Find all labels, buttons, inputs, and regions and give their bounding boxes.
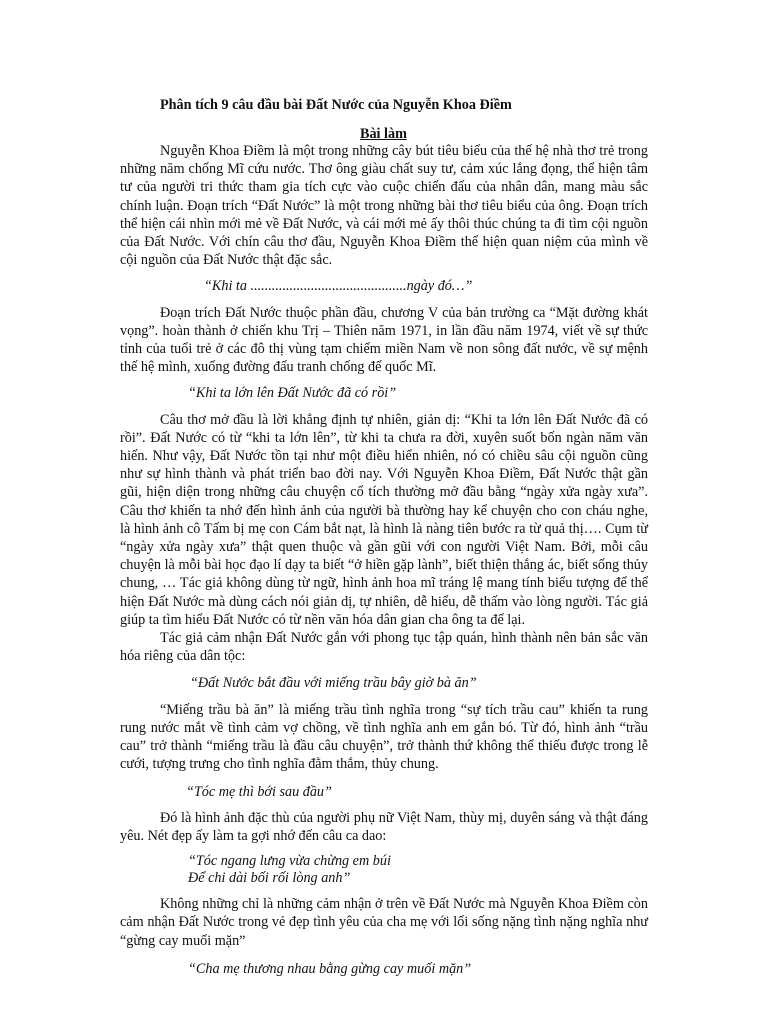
paragraph-intro: Nguyễn Khoa Điềm là một trong những cây bút tiêu biểu của thế hệ nhà thơ trẻ trong những năm chống Mĩ cứu nước. Thơ ông giàu chất suy tư, cảm xúc lắng đọng, thể hiện tâm tư của người tri thức tham gia tích cực vào cuộc chiến đấu của nhân dân, mang màu sắc chính luận. Đoạn trích “Đất Nước” là một trong những bài thơ tiêu biểu của ông. Đoạn trích thể hiện cái nhìn mới mẻ về Đất Nước, và cái mới mẻ ấy thôi thúc chúng ta đi tìm cội nguồn của Đất Nước. Với chín câu thơ đầu, Nguyễn Khoa Điềm thể hiện quan niệm của mình về cội nguồn của Đất Nước thật đặc sắc.	[120, 143, 648, 269]
folk-verse-couplet	[120, 853, 648, 887]
paragraph-analysis-4: Đó là hình ảnh đặc thù của người phụ nữ Việt Nam, thùy mị, duyên sáng và thật đáng yêu. Nét đẹp ấy làm ta gợi nhớ đến câu ca dao:	[120, 809, 648, 844]
paragraph-analysis-1: Câu thơ mở đầu là lời khẳng định tự nhiên, giản dị: “Khi ta lớn lên Đất Nước đã có rồi”. Đất Nước có từ “khi ta lớn lên”, từ khi ta chưa ra đời, xuyên suốt bốn ngàn năm văn hiến. Như vậy, Đất Nước tồn tại như một điều hiển nhiên, nó có chiều sâu cội nguồn cũng như sự hình thành và phát triển bao đời nay. Với Nguyễn Khoa Điềm, Đất Nước thật gần gũi, hiện diện trong những câu chuyện cổ tích thường mở đầu bằng “ngày xửa ngày xưa”. Câu thơ khiến ta nhớ đến hình ảnh của người bà thường hay kể chuyện cho con cháu nghe, là hình ảnh cô Tấm bị mẹ con Cám bắt nạt, là hình là nàng tiên bước ra từ quả thị…. Cụm từ “ngày xửa ngày xưa” thật quen thuộc và gần gũi với con người Việt Nam. Bởi, mỗi câu chuyện là mỗi bài học đạo lí dạy ta biết “ở hiền gặp lành”, biết thiện thắng ác, biết sống thủy chung, … Tác giả không dùng từ ngữ, hình ảnh hoa mĩ tráng lệ mang tính biểu tượng để thể hiện Đất Nước mà dùng cách nói giản dị, tự nhiên, dễ hiểu, dễ thấm vào lòng người. Tác giả giúp ta tìm hiểu Đất Nước có từ nền văn hóa dân gian cha ông ta để lại.	[120, 411, 648, 628]
paragraph-analysis-3: “Miếng trầu bà ăn” là miếng trầu tình nghĩa trong “sự tích trầu cau” khiến ta rung rung nước mắt về tình cảm vợ chồng, về tình nghĩa anh em gắn bó. Từ đó, hình ảnh “trầu cau” trở thành “miếng trầu là đầu câu chuyện”, trở thành thứ không thể thiếu được trong lễ cưới, tượng trưng cho tình nghĩa đằm thắm, thủy chung.	[120, 701, 648, 773]
quote-dat-nuoc-da-co-roi: “Khi ta lớn lên Đất Nước đã có rồi”	[188, 385, 397, 402]
folk-verse-line-2: Để chi dài bối rối lòng anh”	[188, 870, 351, 887]
quote-khi-ta: “Khi ta ............................................ngày đó…”	[204, 278, 473, 295]
paragraph-analysis-2: Tác giả cảm nhận Đất Nước gắn với phong tục tập quán, hình thành nên bản sắc văn hóa riêng của dân tộc:	[120, 630, 648, 665]
document-title: Phân tích 9 câu đầu bài Đất Nước của Nguyễn Khoa Điềm	[160, 97, 512, 113]
paragraph-context: Đoạn trích Đất Nước thuộc phần đầu, chương V của bản trường ca “Mặt đường khát vọng”. hoàn thành ở chiến khu Trị – Thiên năm 1971, in lần đầu năm 1974, viết về sự thức tỉnh của tuổi trẻ ở các đô thị vùng tạm chiếm miền Nam về non sông đất nước, về sự mệnh thế hệ mình, xuống đường đấu tranh chống đế quốc Mĩ.	[120, 304, 648, 376]
document-body	[120, 142, 648, 988]
quote-gung-cay-muoi-man: “Cha mẹ thương nhau bằng gừng cay muối mặn”	[188, 960, 472, 977]
quote-mieng-trau: “Đất Nước bắt đầu với miếng trầu bây giờ bà ăn”	[190, 675, 477, 692]
document-subtitle: Bài làm	[360, 126, 407, 142]
folk-verse-line-1: “Tóc ngang lưng vừa chừng em búi	[188, 853, 391, 870]
paragraph-analysis-5: Không những chỉ là những cảm nhận ở trên về Đất Nước mà Nguyễn Khoa Điềm còn cảm nhận Đất Nước trong vẻ đẹp tình yêu của cha mẹ với lối sống nặng tình nặng nghĩa như “gừng cay muối mặn”	[120, 896, 648, 949]
quote-toc-me: “Tóc mẹ thì bới sau đầu”	[186, 783, 332, 800]
